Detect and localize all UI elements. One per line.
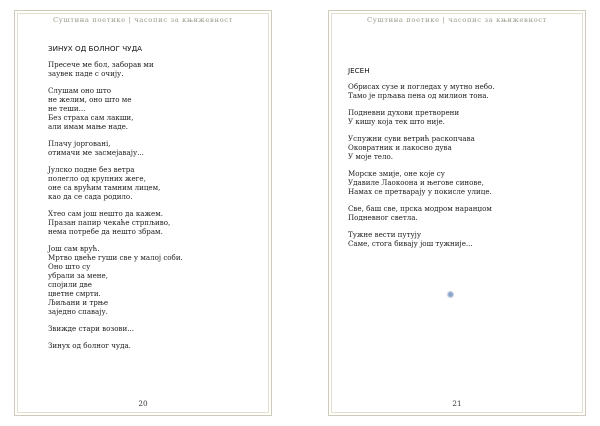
poem-line: Тамо је прљава пена од милион тона. <box>348 91 489 100</box>
stanza <box>48 60 266 78</box>
stanza <box>348 169 580 196</box>
stanza <box>348 204 580 222</box>
poem-line: Намах се претварају у покисле улице. <box>348 187 492 196</box>
poem-line: не теши... <box>48 104 86 113</box>
ornament-icon <box>446 290 455 299</box>
poem-line: заједно спавају. <box>48 307 108 316</box>
poem-line: Јулско подне без ветра <box>48 165 135 174</box>
page-number: 20 <box>138 399 148 408</box>
poem-line: као да се сада родило. <box>48 192 133 201</box>
stanza <box>348 230 580 248</box>
poem-line: Без страха сам лакши, <box>48 113 134 122</box>
stanza <box>48 244 266 316</box>
page-number: 21 <box>452 399 462 408</box>
running-head: Суштина поетике | часопис за књижевност <box>52 16 234 24</box>
poem-line: Пресече ме бол, заборав ми <box>48 60 154 69</box>
poem-line: Тужне вести путују <box>348 230 422 239</box>
poem-line: оне са врућим тамним лицем, <box>48 183 161 192</box>
poem-line: Све, баш све, прска модром наранџом <box>348 204 492 213</box>
stanza <box>348 82 580 100</box>
poem-stanzas <box>48 60 266 350</box>
poem-line: Подневни духови претворени <box>348 108 460 117</box>
poem-line: Плачу јоргованi, <box>48 139 111 148</box>
poem-title: ЈЕСЕН <box>348 66 370 75</box>
stanza <box>348 108 580 126</box>
poem-line: Удавиле Лаокоона и његове синове, <box>348 178 484 187</box>
stanza <box>348 134 580 161</box>
stanza <box>48 341 266 350</box>
poem-line: Мртво цвеће гуши све у малој соби. <box>48 253 183 262</box>
poem-line: Зинух од болног чуда. <box>48 341 131 350</box>
poem-line: Празан папир чекаће стрпљиво, <box>48 218 171 227</box>
poem <box>48 44 266 358</box>
poem-title: ЗИНУХ ОД БОЛНОГ ЧУДА <box>48 44 143 53</box>
poem-line: Обрисах сузе и погледах у мутно небо. <box>348 82 495 91</box>
poem-line: Звижде стари возови... <box>48 324 135 333</box>
poem-stanzas <box>348 82 580 248</box>
poem <box>348 66 580 256</box>
poem-line: Љиљани и трње <box>48 298 109 307</box>
stanza <box>48 86 266 131</box>
poem-line: Хтео сам још нешто да кажем. <box>48 209 163 218</box>
poem-line: Оно што су <box>48 262 91 271</box>
stanza <box>48 139 266 157</box>
poem-line: отимачи ме засмејавају... <box>48 148 144 157</box>
poem-line: У кишу која тек што није. <box>348 117 445 126</box>
poem-line: нема потребе да нешто збрам. <box>48 227 163 236</box>
right-page <box>314 0 600 426</box>
poem-line: Оковратник и лакосно дува <box>348 143 452 152</box>
poem-line: заувек паде с очију. <box>48 69 124 78</box>
poem-line: не желим, оно што ме <box>48 95 132 104</box>
poem-line: Саме, стога бивају још тужније... <box>348 239 473 248</box>
left-page <box>0 0 286 426</box>
poem-line: Морске змије, оне које су <box>348 169 445 178</box>
stanza <box>48 324 266 333</box>
poem-line: Успужни суви ветрић раскопчава <box>348 134 475 143</box>
poem-line: полегло од крупних жеге, <box>48 174 146 183</box>
poem-line: Слушам оно што <box>48 86 112 95</box>
poem-line: али имам мање наде. <box>48 122 129 131</box>
poem-line: цветне смрти. <box>48 289 101 298</box>
poem-line: Још сам врућ. <box>48 244 100 253</box>
stanza <box>48 209 266 236</box>
poem-line: спојили две <box>48 280 92 289</box>
poem-line: убрали за мене, <box>48 271 108 280</box>
poem-line: Подневног светла. <box>348 213 418 222</box>
running-head: Суштина поетике | часопис за књижевност <box>366 16 548 24</box>
stanza <box>48 165 266 201</box>
poem-line: У моје тело. <box>348 152 393 161</box>
ornament-core <box>448 292 453 297</box>
